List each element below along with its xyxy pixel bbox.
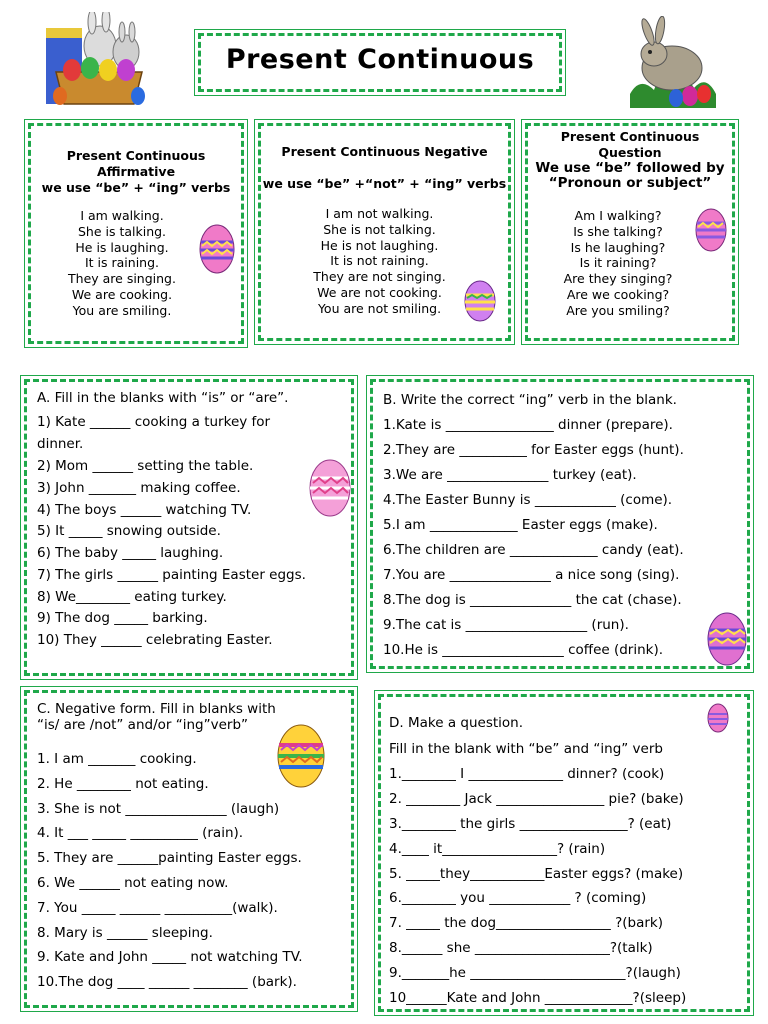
exercise-c-item: 5. They are ______painting Easter eggs. [37,850,302,866]
exercise-a-item: 7) The girls ______ painting Easter eggs. [37,567,306,583]
negative-example: She is not talking. [323,221,436,237]
question-example: Are we cooking? [566,286,670,302]
exercise-d-box [378,694,750,1012]
exercise-d-item: 6.________ you ____________ ? (coming) [389,890,647,906]
exercise-d-item: 1.________ I ______________ dinner? (cook) [389,766,665,782]
question-box [525,123,735,341]
exercise-a-instruction: A. Fill in the blanks with “is” or “are”. [37,390,289,406]
question-example: Is she talking? [573,223,663,239]
exercise-b-item: 9.The cat is __________________ (run). [383,617,629,633]
exercise-d-item: 10______Kate and John _____________?(sleep) [389,990,687,1006]
exercise-c-item: 7. You _____ ______ __________(walk). [37,900,278,916]
exercise-a-item: 9) The dog _____ barking. [37,610,208,626]
affirmative-example: They are singing. [68,271,176,287]
question-rule-2: “Pronoun or subject” [548,175,712,192]
affirmative-heading-2: Affirmative [96,163,176,179]
exercise-c-item: 6. We ______ not eating now. [37,875,229,891]
exercise-b-item: 4.The Easter Bunny is ____________ (come). [383,492,673,508]
page-title: Present Continuous [225,44,535,75]
negative-example: You are not smiling. [317,300,442,316]
exercise-d-instruction-1: D. Make a question. [389,715,524,731]
affirmative-example: It is raining. [84,255,160,271]
exercise-b-item: 2.They are __________ for Easter eggs (hunt). [383,442,684,458]
affirmative-example: We are cooking. [71,286,173,302]
negative-rule: we use “be” +“not” + “ing” verbs [262,176,507,191]
affirmative-example: You are smiling. [72,302,172,318]
exercise-b-item: 8.The dog is _______________ the cat (chase). [383,592,682,608]
affirmative-example: He is laughing. [75,239,169,255]
negative-example: We are not cooking. [317,284,442,300]
question-rule-1: We use “be” followed by [535,159,725,176]
exercise-d-instruction-2: Fill in the blank with “be” and “ing” verb [389,741,663,757]
exercise-c-item: 8. Mary is ______ sleeping. [37,925,213,941]
question-example: Am I walking? [574,208,662,223]
question-example: Is he laughing? [570,239,666,255]
easter-egg-icon [695,208,727,252]
exercise-d-item: 9._______he _______________________?(laugh) [389,965,681,981]
question-heading-2: Question [598,144,662,160]
negative-heading: Present Continuous Negative [281,144,488,159]
exercise-a-item: dinner. [37,436,84,452]
question-heading-1: Present Continuous [560,129,700,144]
question-example: Are you smiling? [566,302,670,318]
title-box [198,33,562,92]
exercise-d-item: 4.____ it_________________? (rain) [389,841,606,857]
exercise-b-item: 5.I am _____________ Easter eggs (make). [383,517,658,533]
negative-example: They are not singing. [313,269,446,285]
exercise-b-item: 7.You are _______________ a nice song (sing). [383,567,680,583]
easter-egg-icon [707,612,747,666]
negative-example: I am not walking. [325,206,434,221]
exercise-c-item: 10.The dog ____ ______ ________ (bark). [37,974,297,990]
exercise-d-item: 8.______ she ____________________?(talk) [389,940,653,956]
easter-egg-icon [707,703,729,733]
exercise-c-item: 1. I am _______ cooking. [37,751,197,767]
exercise-c-instruction-2: “is/ are /not” and/or “ing”verb” [37,717,249,733]
exercise-c-item: 2. He ________ not eating. [37,776,209,792]
exercise-c-item: 4. It ___ _____ __________ (rain). [37,825,244,841]
exercise-b-item: 10.He is __________________ coffee (drink). [383,642,664,658]
exercise-d-item: 7. _____ the dog_________________ ?(bark) [389,915,664,931]
exercise-c-box [24,690,354,1008]
negative-box [258,123,511,341]
exercise-c-item: 3. She is not _______________ (laugh) [37,801,280,817]
negative-example: It is not raining. [330,253,429,269]
bunny-with-eggs-icon [620,16,724,112]
question-example: Are they singing? [563,271,673,287]
easter-egg-icon [199,224,235,274]
exercise-c-item: 9. Kate and John _____ not watching TV. [37,949,303,965]
bunnies-easter-basket-icon [42,12,150,108]
affirmative-rule: we use “be” + “ing” verbs [41,179,231,195]
exercise-a-item: 3) John _______ making coffee. [37,480,241,496]
exercise-d-item: 3.________ the girls ________________? (eat) [389,816,672,832]
exercise-b-item: 3.We are _______________ turkey (eat). [383,467,637,483]
exercise-b-box [370,379,750,669]
exercise-b-item: 1.Kate is ________________ dinner (prepare). [383,417,673,433]
question-example: Is it raining? [579,255,657,271]
easter-egg-icon [464,280,496,322]
exercise-c-instruction-1: C. Negative form. Fill in blanks with [37,701,276,717]
exercise-a-item: 2) Mom ______ setting the table. [37,458,254,474]
exercise-a-box [24,379,354,676]
exercise-b-item: 6.The children are _____________ candy (eat). [383,542,684,558]
exercise-a-item: 4) The boys ______ watching TV. [37,502,252,518]
exercise-a-item: 10) They ______ celebrating Easter. [37,632,273,648]
affirmative-example: She is talking. [77,223,167,239]
exercise-d-item: 2. ________ Jack ________________ pie? (bake) [389,791,684,807]
affirmative-example: I am walking. [80,208,164,223]
affirmative-heading-1: Present Continuous [66,148,206,163]
exercise-a-item: 6) The baby _____ laughing. [37,545,224,561]
exercise-a-item: 1) Kate ______ cooking a turkey for [37,414,271,430]
exercise-b-instruction: B. Write the correct “ing” verb in the blank. [383,392,677,408]
affirmative-box [28,123,244,344]
easter-egg-icon [277,723,325,789]
negative-example: He is not laughing. [320,237,439,253]
exercise-a-item: 8) We________ eating turkey. [37,589,227,605]
exercise-a-item: 5) It _____ snowing outside. [37,523,221,539]
easter-egg-icon [309,458,351,518]
exercise-d-item: 5. _____they___________Easter eggs? (make) [389,866,684,882]
